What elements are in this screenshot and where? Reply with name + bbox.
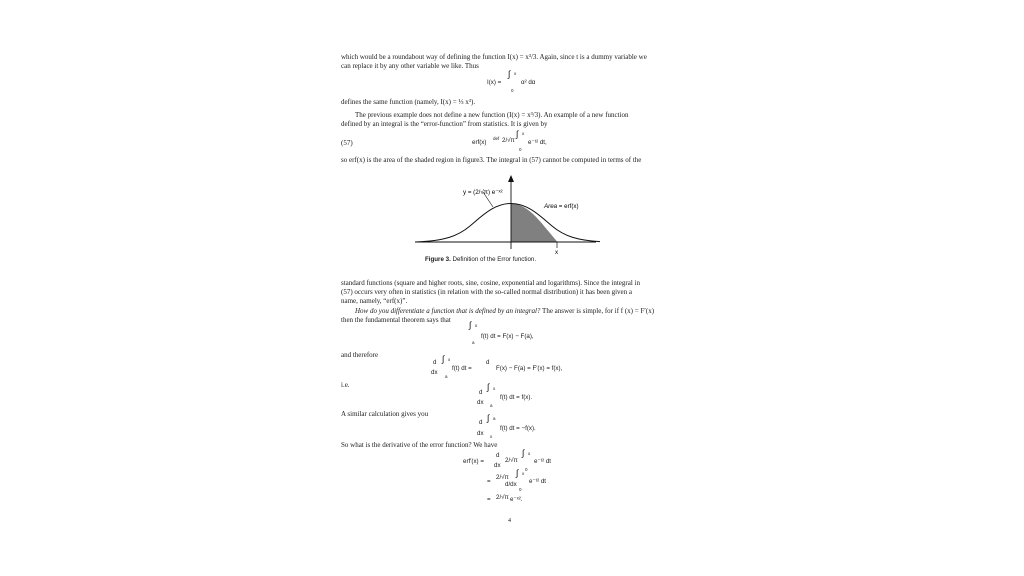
area-label-rest: = erf(x) xyxy=(557,203,579,210)
equation-5-body: f(t) dt = −f(x). xyxy=(500,425,536,432)
paragraph-1-line-1: which would be a roundabout way of defining the function I(x) = x³/3. Again, since t is a dummy variable we xyxy=(341,53,647,61)
two-over-sqrt-pi: 2/√π xyxy=(505,457,518,464)
two-over-sqrt-pi: 2/√π xyxy=(502,137,515,144)
integral-upper-limit: a xyxy=(493,416,496,421)
paragraph-8: i.e. xyxy=(341,381,350,389)
paragraph-3-line-1: The previous example does not define a new function (I(x) = x³/3). An example of a new function xyxy=(355,111,629,119)
integral-upper-limit: x xyxy=(493,386,496,391)
integral-lower-limit: a xyxy=(472,340,475,345)
integral-sign: ∫ xyxy=(516,468,519,478)
integral-upper-limit: x xyxy=(475,323,478,328)
integral-lower-limit: 0 xyxy=(519,487,522,492)
two-over-sqrt-pi: 2/√π xyxy=(496,494,509,501)
equals-sign: = xyxy=(487,496,491,503)
integral-upper-limit: x xyxy=(528,451,531,456)
equation-6-lhs: erf′(x) = xyxy=(463,458,484,465)
equation-57-def: def xyxy=(493,136,500,141)
d-numerator: d xyxy=(486,359,490,366)
integral-sign: ∫ xyxy=(487,413,490,423)
integral-lower-limit: 0 xyxy=(519,147,522,152)
dx-denominator: dx xyxy=(431,369,438,376)
paragraph-7: and therefore xyxy=(341,351,379,359)
answer-text: The answer is simple, for if f (x) = F′(x) xyxy=(540,307,655,315)
curve-label: y = (2/√π) e⁻ˣ² xyxy=(463,189,503,196)
integral-lower-limit: 0 xyxy=(525,467,528,472)
page-number: 4 xyxy=(508,518,511,524)
figure-caption-label: Figure 3. xyxy=(425,256,451,263)
paragraph-6-line-1 xyxy=(355,307,654,316)
integral-upper-limit: x xyxy=(522,131,525,136)
integral-upper-limit: x xyxy=(514,71,517,76)
integral-upper-limit: x xyxy=(522,471,525,476)
figure-caption-text: Definition of the Error function. xyxy=(450,256,537,263)
integral-sign: ∫ xyxy=(508,69,511,79)
paragraph-10: So what is the derivative of the error function? We have xyxy=(341,441,498,449)
dx-denominator: dx xyxy=(494,462,501,469)
integral-lower-limit: a xyxy=(490,403,493,408)
integral-lower-limit: x xyxy=(490,434,493,439)
dx-denominator: dx xyxy=(477,430,484,437)
paragraph-5-line-1: standard functions (square and higher roots, sine, cosine, exponential and logarithms). Since the integral in xyxy=(341,279,640,287)
x-axis-label: x xyxy=(555,249,559,256)
equation-1-body: α² dα xyxy=(521,79,536,86)
paragraph-1-line-2: can replace it by any other variable we like. Thus xyxy=(341,62,479,70)
dx-denominator: dx xyxy=(477,399,484,406)
paragraph-5-line-3: name, namely, “erf(x)”. xyxy=(341,297,408,305)
equation-6-line-2: e⁻ᵗ² dt xyxy=(529,478,547,485)
integral-lower-limit: a xyxy=(445,374,448,379)
equation-3-rhs: F(x) − F(a) = F′(x) = f(x), xyxy=(496,365,563,372)
equation-6-line-3: e⁻ˣ². xyxy=(510,496,523,503)
paragraph-2: defines the same function (namely, I(x) = ⅓ x³). xyxy=(341,98,476,106)
integral-lower-limit: 0 xyxy=(511,88,514,93)
area-label xyxy=(543,203,579,210)
two-over-sqrt-pi: 2/√π xyxy=(496,474,509,481)
integral-sign: ∫ xyxy=(442,354,445,364)
integral-sign: ∫ xyxy=(487,382,490,392)
integral-upper-limit: x xyxy=(448,357,451,362)
integral-sign: ∫ xyxy=(469,320,472,330)
equation-3-lhs: f(t) dt = xyxy=(452,365,472,372)
paragraph-4: so erf(x) is the area of the shaded region in figure3. The integral in (57) cannot be computed in terms of the xyxy=(341,156,642,164)
d-over-dx: d/dx xyxy=(505,481,517,488)
paragraph-6-line-2: then the fundamental theorem says that xyxy=(341,316,451,324)
question-text: How do you differentiate a function that is defined by an integral? xyxy=(355,307,541,315)
y-axis-arrow xyxy=(508,175,514,182)
d-numerator: d xyxy=(479,389,483,396)
equation-6-line-1: e⁻ᵗ² dt xyxy=(534,458,552,465)
error-function-figure xyxy=(400,170,600,270)
equation-2-body: f(t) dt = F(x) − F(a), xyxy=(481,333,534,340)
area-label-italic: Area xyxy=(544,203,558,210)
d-numerator: d xyxy=(433,359,437,366)
integral-sign: ∫ xyxy=(516,129,519,139)
d-numerator: d xyxy=(496,452,500,459)
figure-caption xyxy=(425,256,536,263)
equation-1-lhs: I(x) = xyxy=(487,79,502,86)
equation-4-body: f(t) dt = f(x). xyxy=(500,394,533,401)
integral-sign: ∫ xyxy=(522,448,525,458)
equation-57-lhs: erf(x) xyxy=(472,139,487,146)
equation-57-body: e⁻ᵗ² dt, xyxy=(528,139,547,146)
d-numerator: d xyxy=(479,419,483,426)
equation-57-label: (57) xyxy=(341,139,353,147)
paragraph-3-line-2: defined by an integral is the “error-function” from statistics. It is given by xyxy=(341,120,548,128)
paragraph-5-line-2: (57) occurs very often in statistics (in relation with the so-called normal distribution) it has been given a xyxy=(341,288,633,296)
equals-sign: = xyxy=(487,478,491,485)
paragraph-9: A similar calculation gives you xyxy=(341,410,429,418)
